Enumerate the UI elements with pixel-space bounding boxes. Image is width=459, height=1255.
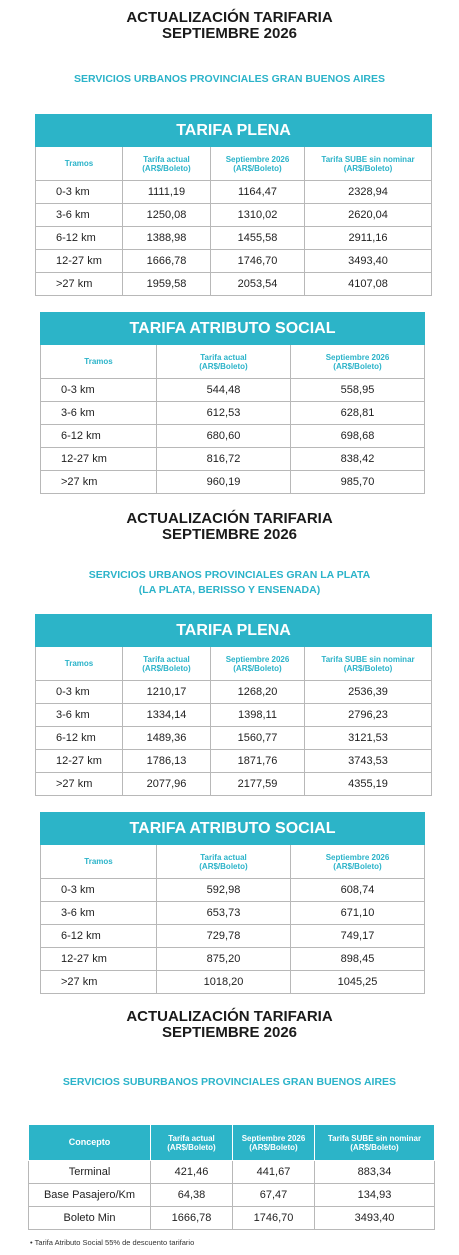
section-1-tarifa-social-table <box>40 312 425 494</box>
table-row: Boleto Min 1666,78 1746,70 3493,40 <box>29 1207 435 1230</box>
table-row: 0-3 km 1111,19 1164,47 2328,94 <box>36 181 432 204</box>
footnote: • Tarifa Atributo Social 55% de descuento tarifario <box>30 1238 195 1247</box>
table-row: Base Pasajero/Km 64,38 67,47 134,93 <box>29 1184 435 1207</box>
section-2-tarifa-social-table <box>40 812 425 994</box>
table-row: >27 km 960,19 985,70 <box>41 471 425 494</box>
column-header: Tarifa SUBE sin nominar (AR$/Boleto) <box>315 1125 435 1161</box>
section-1-subtitle: SERVICIOS URBANOS PROVINCIALES GRAN BUENOS AIRES <box>74 73 385 85</box>
section-1-tarifa-plena-table <box>35 114 432 296</box>
column-header: Concepto <box>29 1125 151 1161</box>
column-header: Septiembre 2026 (AR$/Boleto) <box>233 1125 315 1161</box>
table-row: 6-12 km 729,78 749,17 <box>41 925 425 948</box>
table-row: >27 km 1959,58 2053,54 4107,08 <box>36 273 432 296</box>
table-row: >27 km 1018,20 1045,25 <box>41 971 425 994</box>
table-row: 12-27 km 1786,13 1871,76 3743,53 <box>36 750 432 773</box>
column-header: Tramos <box>36 147 123 181</box>
table-row: >27 km 2077,96 2177,59 4355,19 <box>36 773 432 796</box>
table-banner: TARIFA ATRIBUTO SOCIAL <box>41 813 425 845</box>
table-row: 12-27 km 816,72 838,42 <box>41 448 425 471</box>
section-3-suburbano-table <box>28 1124 435 1230</box>
table-row: 3-6 km 1250,08 1310,02 2620,04 <box>36 204 432 227</box>
column-header: Tramos <box>41 345 157 379</box>
table-row: 6-12 km 1388,98 1455,58 2911,16 <box>36 227 432 250</box>
table-row: 12-27 km 1666,78 1746,70 3493,40 <box>36 250 432 273</box>
table-row: 3-6 km 612,53 628,81 <box>41 402 425 425</box>
table-header-row <box>41 845 425 879</box>
section-3-title: ACTUALIZACIÓN TARIFARIA SEPTIEMBRE 2026 <box>126 1008 333 1041</box>
table-banner: TARIFA PLENA <box>36 615 432 647</box>
column-header: Tarifa SUBE sin nominar (AR$/Boleto) <box>305 647 432 681</box>
table-header-row <box>41 345 425 379</box>
column-header: Tarifa SUBE sin nominar (AR$/Boleto) <box>305 147 432 181</box>
table-row: Terminal 421,46 441,67 883,34 <box>29 1161 435 1184</box>
table-row: 6-12 km 1489,36 1560,77 3121,53 <box>36 727 432 750</box>
column-header: Septiembre 2026 (AR$/Boleto) <box>211 647 305 681</box>
table-row: 3-6 km 653,73 671,10 <box>41 902 425 925</box>
table-banner: TARIFA PLENA <box>36 115 432 147</box>
column-header: Tarifa actual (AR$/Boleto) <box>157 345 291 379</box>
table-row: 0-3 km 1210,17 1268,20 2536,39 <box>36 681 432 704</box>
table-header-row <box>36 647 432 681</box>
column-header: Tarifa actual (AR$/Boleto) <box>151 1125 233 1161</box>
column-header: Septiembre 2026 (AR$/Boleto) <box>291 845 425 879</box>
table-header-row <box>36 147 432 181</box>
table-row: 0-3 km 544,48 558,95 <box>41 379 425 402</box>
column-header: Tarifa actual (AR$/Boleto) <box>157 845 291 879</box>
column-header: Tramos <box>36 647 123 681</box>
section-2-subtitle: SERVICIOS URBANOS PROVINCIALES GRAN LA PLATA (LA PLATA, BERISSO Y ENSENADA) <box>88 569 371 596</box>
column-header: Tarifa actual (AR$/Boleto) <box>123 147 211 181</box>
section-2-tarifa-plena-table <box>35 614 432 796</box>
table-row: 12-27 km 875,20 898,45 <box>41 948 425 971</box>
table-row: 3-6 km 1334,14 1398,11 2796,23 <box>36 704 432 727</box>
column-header: Septiembre 2026 (AR$/Boleto) <box>211 147 305 181</box>
column-header: Tramos <box>41 845 157 879</box>
column-header: Tarifa actual (AR$/Boleto) <box>123 647 211 681</box>
table-row: 6-12 km 680,60 698,68 <box>41 425 425 448</box>
section-1-title: ACTUALIZACIÓN TARIFARIA SEPTIEMBRE 2026 <box>126 9 333 42</box>
column-header: Septiembre 2026 (AR$/Boleto) <box>291 345 425 379</box>
section-2-title: ACTUALIZACIÓN TARIFARIA SEPTIEMBRE 2026 <box>126 510 333 543</box>
table-header-row <box>29 1125 435 1161</box>
table-row: 0-3 km 592,98 608,74 <box>41 879 425 902</box>
section-3-subtitle: SERVICIOS SUBURBANOS PROVINCIALES GRAN BUENOS AIRES <box>62 1076 397 1088</box>
table-banner: TARIFA ATRIBUTO SOCIAL <box>41 313 425 345</box>
